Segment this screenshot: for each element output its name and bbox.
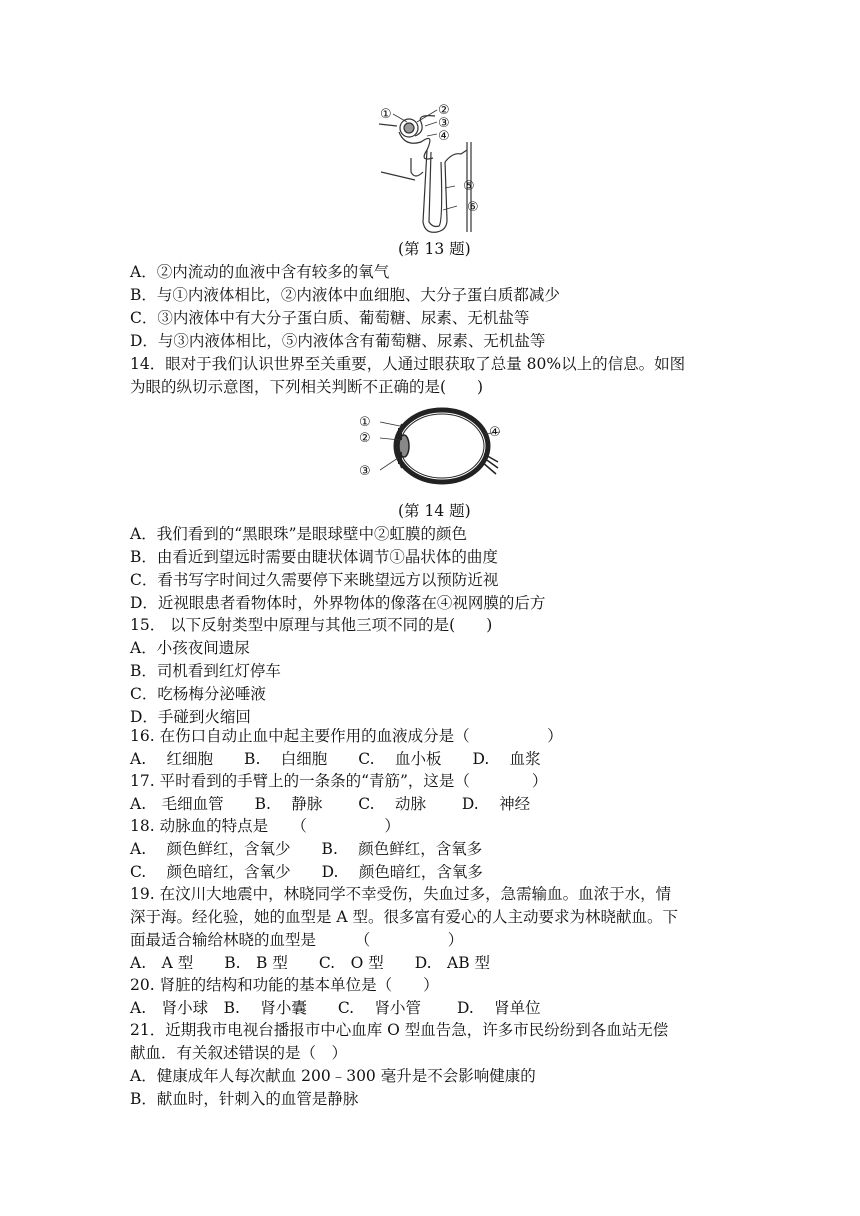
q21-option-b: B．献血时，针刺入的血管是静脉: [130, 1090, 359, 1108]
q19-stem-line2: 深于海。经化验，她的血型是 A 型。很多富有爱心的人主动要求为林晓献血。下: [130, 908, 679, 926]
eye-diagram: [380, 404, 500, 488]
q13-option-b: B．与①内液体相比，②内液体中血细胞、大分子蛋白质都减少: [130, 286, 560, 304]
q15-option-d: D．手碰到火缩回: [130, 708, 251, 726]
q14-stem-line1: 14．眼对于我们认识世界至关重要，人通过眼获取了总量 80%以上的信息。如图: [130, 355, 686, 373]
q21-stem-line1: 21．近期我市电视台播报市中心血库 O 型血告急，许多市民纷纷到各血站无偿: [130, 1021, 669, 1039]
q13-option-c: C．③内液体中有大分子蛋白质、葡萄糖、尿素、无机盐等: [130, 309, 530, 327]
q17-stem: 17. 平时看到的手臂上的一条条的“青筋”，这是（ ）: [130, 772, 548, 790]
q21-option-a: A．健康成年人每次献血 200﹣300 毫升是不会影响健康的: [130, 1067, 536, 1085]
figure14-label-1: ①: [359, 415, 371, 430]
q16-stem: 16. 在伤口自动止血中起主要作用的血液成分是（ ）: [130, 727, 563, 745]
figure13-label-2: ②: [438, 103, 450, 118]
figure14-label-3: ③: [359, 464, 371, 479]
figure13-label-4: ④: [438, 129, 450, 144]
figure14-caption: (第 14 题): [398, 502, 471, 520]
q19-stem-line3: 面最适合输给林晓的血型是 （ ）: [130, 931, 464, 949]
q18-options-line2: C. 颜色暗红，含氧少 D. 颜色暗红，含氧多: [130, 863, 483, 881]
figure14-label-2: ②: [359, 431, 371, 446]
figure13-label-1: ①: [380, 107, 392, 122]
q19-stem-line1: 19. 在汶川大地震中，林晓同学不幸受伤，失血过多，急需输血。血浓于水，情: [130, 885, 672, 903]
nephron-diagram: [375, 102, 495, 242]
q15-option-c: C．吃杨梅分泌唾液: [130, 685, 266, 703]
q15-stem: 15． 以下反射类型中原理与其他三项不同的是( ): [130, 616, 493, 634]
q20-options: A. 肾小球 B. 肾小囊 C. 肾小管 D. 肾单位: [130, 999, 541, 1017]
figure13-label-6: ⑥: [467, 200, 479, 215]
q19-options: A. A 型 B. B 型 C. O 型 D. AB 型: [130, 954, 491, 972]
q13-option-a: A．②内流动的血液中含有较多的氧气: [130, 263, 390, 281]
q20-stem: 20. 肾脏的结构和功能的基本单位是（ ）: [130, 976, 439, 994]
q17-options: A. 毛细血管 B. 静脉 C. 动脉 D. 神经: [130, 795, 531, 813]
q18-stem: 18. 动脉血的特点是 （ ）: [130, 817, 400, 835]
figure13-label-5: ⑤: [463, 179, 475, 194]
q14-option-c: C．看书写字时间过久需要停下来眺望远方以预防近视: [130, 571, 499, 589]
q15-option-a: A．小孩夜间遗尿: [130, 639, 250, 657]
q13-option-d: D．与③内液体相比，⑤内液体含有葡萄糖、尿素、无机盐等: [130, 332, 546, 350]
figure13-label-3: ③: [438, 116, 450, 131]
figure14-label-4: ④: [489, 425, 501, 440]
q14-option-d: D．近视眼患者看物体时，外界物体的像落在④视网膜的后方: [130, 594, 546, 612]
q14-stem-line2: 为眼的纵切示意图，下列相关判断不正确的是( ): [130, 378, 484, 396]
q16-options: A. 红细胞 B. 白细胞 C. 血小板 D. 血浆: [130, 750, 541, 768]
q14-option-b: B．由看近到望远时需要由睫状体调节①晶状体的曲度: [130, 548, 498, 566]
q14-option-a: A．我们看到的“黑眼珠”是眼球壁中②虹膜的颜色: [130, 525, 468, 543]
q18-options-line1: A. 颜色鲜红，含氧少 B. 颜色鲜红，含氧多: [130, 840, 483, 858]
q21-stem-line2: 献血．有关叙述错误的是（ ）: [130, 1044, 348, 1062]
figure13-caption: (第 13 题): [398, 240, 471, 258]
q15-option-b: B．司机看到红灯停车: [130, 662, 281, 680]
